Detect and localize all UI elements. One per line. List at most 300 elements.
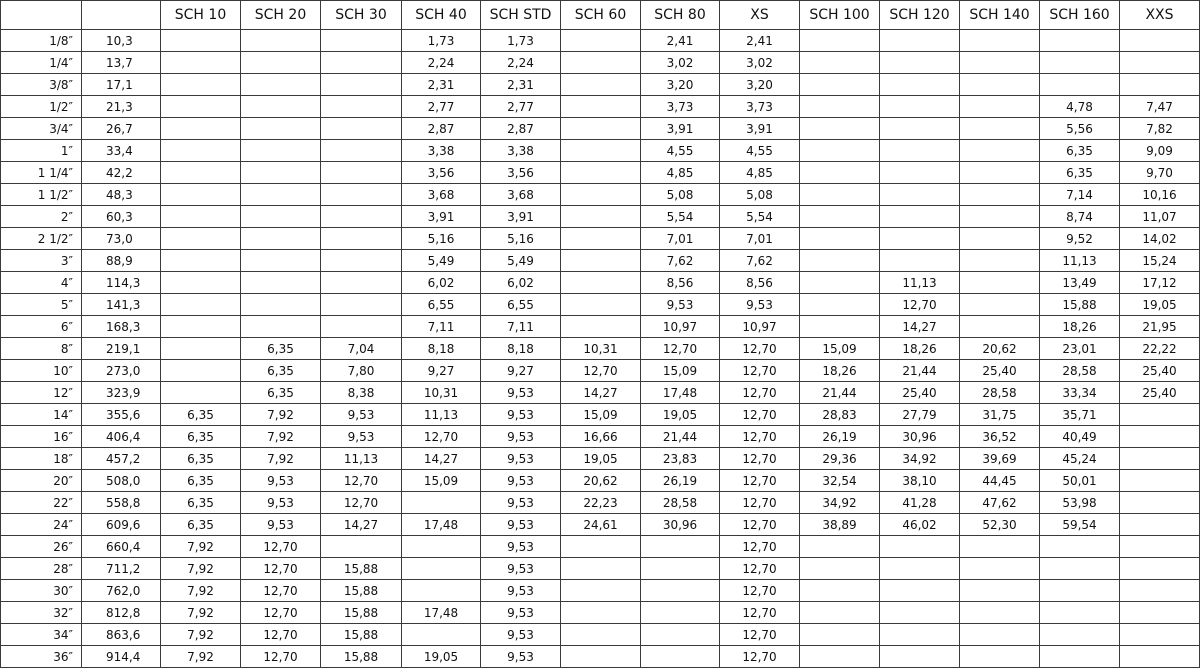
wall-thickness-cell: 3,91 [641, 118, 720, 140]
wall-thickness-cell [800, 140, 880, 162]
wall-thickness-cell: 9,53 [481, 382, 561, 404]
wall-thickness-cell: 9,27 [402, 360, 481, 382]
outside-diameter-cell: 558,8 [82, 492, 161, 514]
wall-thickness-cell: 36,52 [960, 426, 1040, 448]
wall-thickness-cell [402, 624, 481, 646]
wall-thickness-cell: 17,48 [402, 602, 481, 624]
wall-thickness-cell [1040, 30, 1120, 52]
wall-thickness-cell [1120, 404, 1200, 426]
wall-thickness-cell: 9,53 [241, 514, 321, 536]
table-row [1, 602, 1200, 624]
table-row [1, 162, 1200, 184]
wall-thickness-cell [960, 624, 1040, 646]
wall-thickness-cell [321, 206, 402, 228]
outside-diameter-cell: 406,4 [82, 426, 161, 448]
wall-thickness-cell [161, 360, 241, 382]
nominal-size-cell: 20″ [1, 470, 82, 492]
wall-thickness-cell: 3,68 [402, 184, 481, 206]
wall-thickness-cell: 1,73 [402, 30, 481, 52]
table-row [1, 52, 1200, 74]
outside-diameter-cell: 812,8 [82, 602, 161, 624]
wall-thickness-cell: 12,70 [720, 404, 800, 426]
wall-thickness-cell [880, 140, 960, 162]
wall-thickness-cell [241, 272, 321, 294]
wall-thickness-cell [321, 162, 402, 184]
wall-thickness-cell: 3,91 [720, 118, 800, 140]
wall-thickness-cell: 38,89 [800, 514, 880, 536]
wall-thickness-cell: 15,09 [561, 404, 641, 426]
wall-thickness-cell [960, 118, 1040, 140]
column-header: XS [720, 1, 800, 30]
wall-thickness-cell: 7,92 [161, 558, 241, 580]
column-header: SCH 30 [321, 1, 402, 30]
wall-thickness-cell: 7,92 [161, 646, 241, 668]
wall-thickness-cell: 7,62 [641, 250, 720, 272]
wall-thickness-cell: 12,70 [720, 382, 800, 404]
outside-diameter-cell: 273,0 [82, 360, 161, 382]
wall-thickness-cell [960, 294, 1040, 316]
wall-thickness-cell: 11,13 [321, 448, 402, 470]
wall-thickness-cell [241, 250, 321, 272]
wall-thickness-cell: 47,62 [960, 492, 1040, 514]
wall-thickness-cell [561, 250, 641, 272]
wall-thickness-cell [402, 492, 481, 514]
outside-diameter-cell: 48,3 [82, 184, 161, 206]
wall-thickness-cell [241, 30, 321, 52]
wall-thickness-cell [960, 250, 1040, 272]
nominal-size-cell: 8″ [1, 338, 82, 360]
table-row [1, 514, 1200, 536]
wall-thickness-cell: 12,70 [880, 294, 960, 316]
wall-thickness-cell: 4,55 [641, 140, 720, 162]
wall-thickness-cell: 59,54 [1040, 514, 1120, 536]
table-row [1, 470, 1200, 492]
wall-thickness-cell: 14,27 [321, 514, 402, 536]
wall-thickness-cell [1120, 30, 1200, 52]
nominal-size-cell: 26″ [1, 536, 82, 558]
wall-thickness-cell [800, 558, 880, 580]
wall-thickness-cell: 3,02 [641, 52, 720, 74]
nominal-size-cell: 34″ [1, 624, 82, 646]
nominal-size-cell: 24″ [1, 514, 82, 536]
wall-thickness-cell [960, 140, 1040, 162]
wall-thickness-cell: 3,02 [720, 52, 800, 74]
wall-thickness-cell: 16,66 [561, 426, 641, 448]
wall-thickness-cell: 25,40 [960, 360, 1040, 382]
wall-thickness-cell [321, 184, 402, 206]
wall-thickness-cell: 2,87 [481, 118, 561, 140]
wall-thickness-cell: 12,70 [720, 646, 800, 668]
table-body [1, 30, 1200, 668]
wall-thickness-cell [800, 294, 880, 316]
wall-thickness-cell: 12,70 [241, 602, 321, 624]
wall-thickness-cell: 11,07 [1120, 206, 1200, 228]
wall-thickness-cell: 10,97 [641, 316, 720, 338]
wall-thickness-cell: 17,48 [641, 382, 720, 404]
wall-thickness-cell [561, 140, 641, 162]
wall-thickness-cell: 6,35 [161, 426, 241, 448]
wall-thickness-cell: 15,24 [1120, 250, 1200, 272]
wall-thickness-cell: 7,04 [321, 338, 402, 360]
outside-diameter-cell: 508,0 [82, 470, 161, 492]
wall-thickness-cell: 3,56 [481, 162, 561, 184]
wall-thickness-cell [800, 206, 880, 228]
wall-thickness-cell: 6,02 [481, 272, 561, 294]
wall-thickness-cell [161, 52, 241, 74]
outside-diameter-cell: 168,3 [82, 316, 161, 338]
wall-thickness-cell [960, 206, 1040, 228]
wall-thickness-cell: 29,36 [800, 448, 880, 470]
wall-thickness-cell [800, 624, 880, 646]
wall-thickness-cell [880, 52, 960, 74]
wall-thickness-cell [641, 536, 720, 558]
wall-thickness-cell [321, 228, 402, 250]
wall-thickness-cell: 12,70 [561, 360, 641, 382]
wall-thickness-cell [321, 250, 402, 272]
wall-thickness-cell [800, 162, 880, 184]
wall-thickness-cell: 2,41 [720, 30, 800, 52]
wall-thickness-cell [1040, 52, 1120, 74]
wall-thickness-cell: 33,34 [1040, 382, 1120, 404]
column-header: SCH 40 [402, 1, 481, 30]
wall-thickness-cell: 2,31 [402, 74, 481, 96]
wall-thickness-cell [960, 316, 1040, 338]
wall-thickness-cell [321, 96, 402, 118]
wall-thickness-cell [561, 74, 641, 96]
outside-diameter-cell: 141,3 [82, 294, 161, 316]
wall-thickness-cell: 3,73 [641, 96, 720, 118]
wall-thickness-cell: 14,02 [1120, 228, 1200, 250]
wall-thickness-cell: 7,92 [161, 580, 241, 602]
wall-thickness-cell [161, 338, 241, 360]
wall-thickness-cell [321, 536, 402, 558]
wall-thickness-cell: 22,22 [1120, 338, 1200, 360]
wall-thickness-cell: 25,40 [1120, 382, 1200, 404]
nominal-size-cell: 3/4″ [1, 118, 82, 140]
wall-thickness-cell: 12,70 [720, 558, 800, 580]
wall-thickness-cell: 3,56 [402, 162, 481, 184]
wall-thickness-cell: 4,85 [720, 162, 800, 184]
table-row [1, 228, 1200, 250]
outside-diameter-cell: 33,4 [82, 140, 161, 162]
wall-thickness-cell [241, 118, 321, 140]
wall-thickness-cell [800, 74, 880, 96]
column-header: SCH 10 [161, 1, 241, 30]
wall-thickness-cell: 15,09 [402, 470, 481, 492]
table-row [1, 404, 1200, 426]
table-row [1, 338, 1200, 360]
wall-thickness-cell: 12,70 [720, 602, 800, 624]
wall-thickness-cell [641, 580, 720, 602]
wall-thickness-cell [800, 96, 880, 118]
wall-thickness-cell [1120, 426, 1200, 448]
wall-thickness-cell [561, 30, 641, 52]
wall-thickness-cell: 18,26 [880, 338, 960, 360]
wall-thickness-cell: 2,24 [402, 52, 481, 74]
wall-thickness-cell [561, 52, 641, 74]
nominal-size-cell: 10″ [1, 360, 82, 382]
wall-thickness-cell: 15,88 [321, 580, 402, 602]
wall-thickness-cell: 7,47 [1120, 96, 1200, 118]
table-row [1, 580, 1200, 602]
nominal-size-cell: 1/2″ [1, 96, 82, 118]
wall-thickness-cell: 12,70 [720, 624, 800, 646]
wall-thickness-cell: 3,38 [402, 140, 481, 162]
outside-diameter-cell: 42,2 [82, 162, 161, 184]
outside-diameter-cell: 609,6 [82, 514, 161, 536]
wall-thickness-cell [960, 580, 1040, 602]
wall-thickness-cell: 5,56 [1040, 118, 1120, 140]
wall-thickness-cell [1120, 580, 1200, 602]
wall-thickness-cell: 9,53 [481, 470, 561, 492]
wall-thickness-cell [241, 294, 321, 316]
wall-thickness-cell: 15,88 [321, 602, 402, 624]
wall-thickness-cell [161, 382, 241, 404]
header-row [1, 1, 1200, 30]
wall-thickness-cell: 6,35 [1040, 162, 1120, 184]
wall-thickness-cell [960, 272, 1040, 294]
wall-thickness-cell: 21,95 [1120, 316, 1200, 338]
wall-thickness-cell [241, 206, 321, 228]
wall-thickness-cell [880, 580, 960, 602]
wall-thickness-cell: 20,62 [960, 338, 1040, 360]
wall-thickness-cell [960, 558, 1040, 580]
wall-thickness-cell [1040, 536, 1120, 558]
wall-thickness-cell: 28,58 [641, 492, 720, 514]
wall-thickness-cell [1040, 580, 1120, 602]
wall-thickness-cell: 6,35 [161, 492, 241, 514]
table-row [1, 624, 1200, 646]
wall-thickness-cell: 15,09 [800, 338, 880, 360]
wall-thickness-cell: 28,58 [1040, 360, 1120, 382]
wall-thickness-cell [1120, 602, 1200, 624]
wall-thickness-cell [161, 272, 241, 294]
nominal-size-cell: 5″ [1, 294, 82, 316]
wall-thickness-cell [561, 646, 641, 668]
wall-thickness-cell: 13,49 [1040, 272, 1120, 294]
wall-thickness-cell [321, 118, 402, 140]
wall-thickness-cell [1120, 514, 1200, 536]
wall-thickness-cell [161, 162, 241, 184]
wall-thickness-cell: 19,05 [561, 448, 641, 470]
nominal-size-cell: 30″ [1, 580, 82, 602]
wall-thickness-cell: 34,92 [880, 448, 960, 470]
wall-thickness-cell: 6,35 [161, 404, 241, 426]
wall-thickness-cell [561, 580, 641, 602]
wall-thickness-cell [402, 536, 481, 558]
wall-thickness-cell [161, 228, 241, 250]
wall-thickness-cell [161, 140, 241, 162]
wall-thickness-cell [321, 74, 402, 96]
nominal-size-cell: 36″ [1, 646, 82, 668]
wall-thickness-cell: 12,70 [720, 448, 800, 470]
table-row [1, 448, 1200, 470]
wall-thickness-cell [880, 184, 960, 206]
wall-thickness-cell: 28,83 [800, 404, 880, 426]
wall-thickness-cell: 12,70 [720, 470, 800, 492]
wall-thickness-cell [960, 228, 1040, 250]
wall-thickness-cell: 7,11 [481, 316, 561, 338]
wall-thickness-cell: 1,73 [481, 30, 561, 52]
wall-thickness-cell [1120, 448, 1200, 470]
wall-thickness-cell: 5,16 [402, 228, 481, 250]
wall-thickness-cell: 4,85 [641, 162, 720, 184]
wall-thickness-cell: 25,40 [880, 382, 960, 404]
table-row [1, 30, 1200, 52]
wall-thickness-cell: 7,11 [402, 316, 481, 338]
wall-thickness-cell: 3,20 [641, 74, 720, 96]
wall-thickness-cell [241, 316, 321, 338]
wall-thickness-cell [161, 206, 241, 228]
wall-thickness-cell: 6,35 [161, 470, 241, 492]
wall-thickness-cell: 4,55 [720, 140, 800, 162]
wall-thickness-cell [880, 646, 960, 668]
wall-thickness-cell: 3,91 [481, 206, 561, 228]
wall-thickness-cell [880, 30, 960, 52]
column-header: SCH 120 [880, 1, 960, 30]
wall-thickness-cell: 30,96 [880, 426, 960, 448]
wall-thickness-cell: 9,09 [1120, 140, 1200, 162]
wall-thickness-cell [1120, 558, 1200, 580]
wall-thickness-cell: 12,70 [720, 580, 800, 602]
wall-thickness-cell: 9,53 [720, 294, 800, 316]
wall-thickness-cell: 9,53 [241, 470, 321, 492]
wall-thickness-cell: 3,38 [481, 140, 561, 162]
wall-thickness-cell: 21,44 [880, 360, 960, 382]
wall-thickness-cell: 26,19 [641, 470, 720, 492]
wall-thickness-cell: 12,70 [241, 646, 321, 668]
wall-thickness-cell: 7,92 [161, 624, 241, 646]
nominal-size-cell: 28″ [1, 558, 82, 580]
wall-thickness-cell: 6,35 [241, 382, 321, 404]
outside-diameter-cell: 17,1 [82, 74, 161, 96]
nominal-size-cell: 22″ [1, 492, 82, 514]
wall-thickness-cell [800, 250, 880, 272]
wall-thickness-cell: 9,53 [481, 448, 561, 470]
wall-thickness-cell: 7,92 [241, 404, 321, 426]
wall-thickness-cell [1040, 646, 1120, 668]
wall-thickness-cell: 22,23 [561, 492, 641, 514]
wall-thickness-cell [161, 96, 241, 118]
wall-thickness-cell [321, 272, 402, 294]
outside-diameter-cell: 660,4 [82, 536, 161, 558]
nominal-size-cell: 1″ [1, 140, 82, 162]
wall-thickness-cell [960, 646, 1040, 668]
column-header [1, 1, 82, 30]
wall-thickness-cell: 12,70 [402, 426, 481, 448]
wall-thickness-cell [241, 162, 321, 184]
wall-thickness-cell: 5,54 [720, 206, 800, 228]
wall-thickness-cell: 15,88 [321, 558, 402, 580]
wall-thickness-cell [561, 316, 641, 338]
wall-thickness-cell [241, 96, 321, 118]
wall-thickness-cell: 52,30 [960, 514, 1040, 536]
nominal-size-cell: 3/8″ [1, 74, 82, 96]
table-row [1, 426, 1200, 448]
wall-thickness-cell: 7,14 [1040, 184, 1120, 206]
wall-thickness-cell: 10,31 [561, 338, 641, 360]
wall-thickness-cell: 6,35 [161, 514, 241, 536]
wall-thickness-cell [561, 536, 641, 558]
table-header [1, 1, 1200, 30]
wall-thickness-cell [561, 602, 641, 624]
outside-diameter-cell: 863,6 [82, 624, 161, 646]
wall-thickness-cell: 50,01 [1040, 470, 1120, 492]
wall-thickness-cell [241, 228, 321, 250]
wall-thickness-cell: 20,62 [561, 470, 641, 492]
wall-thickness-cell: 14,27 [402, 448, 481, 470]
wall-thickness-cell: 12,70 [241, 580, 321, 602]
nominal-size-cell: 3″ [1, 250, 82, 272]
wall-thickness-cell [1120, 470, 1200, 492]
wall-thickness-cell: 6,55 [402, 294, 481, 316]
wall-thickness-cell: 8,74 [1040, 206, 1120, 228]
nominal-size-cell: 6″ [1, 316, 82, 338]
nominal-size-cell: 1 1/2″ [1, 184, 82, 206]
wall-thickness-cell [561, 624, 641, 646]
column-header: XXS [1120, 1, 1200, 30]
wall-thickness-cell [1040, 74, 1120, 96]
outside-diameter-cell: 762,0 [82, 580, 161, 602]
wall-thickness-cell [321, 52, 402, 74]
wall-thickness-cell: 10,31 [402, 382, 481, 404]
wall-thickness-cell [561, 272, 641, 294]
column-header: SCH 80 [641, 1, 720, 30]
outside-diameter-cell: 914,4 [82, 646, 161, 668]
wall-thickness-cell: 10,97 [720, 316, 800, 338]
wall-thickness-cell: 7,92 [161, 536, 241, 558]
wall-thickness-cell: 7,01 [720, 228, 800, 250]
wall-thickness-cell: 18,26 [1040, 316, 1120, 338]
outside-diameter-cell: 73,0 [82, 228, 161, 250]
wall-thickness-cell: 5,08 [641, 184, 720, 206]
wall-thickness-cell [800, 272, 880, 294]
outside-diameter-cell: 60,3 [82, 206, 161, 228]
wall-thickness-cell [321, 294, 402, 316]
wall-thickness-cell: 6,35 [1040, 140, 1120, 162]
wall-thickness-cell: 2,77 [402, 96, 481, 118]
table-row [1, 492, 1200, 514]
table-row [1, 646, 1200, 668]
table-row [1, 118, 1200, 140]
wall-thickness-cell: 9,53 [481, 646, 561, 668]
wall-thickness-cell [880, 558, 960, 580]
column-header: SCH 140 [960, 1, 1040, 30]
wall-thickness-cell [241, 52, 321, 74]
nominal-size-cell: 14″ [1, 404, 82, 426]
wall-thickness-cell: 24,61 [561, 514, 641, 536]
wall-thickness-cell: 12,70 [720, 492, 800, 514]
wall-thickness-cell: 23,01 [1040, 338, 1120, 360]
wall-thickness-cell: 3,91 [402, 206, 481, 228]
wall-thickness-cell [800, 184, 880, 206]
wall-thickness-cell: 7,01 [641, 228, 720, 250]
wall-thickness-cell [402, 558, 481, 580]
wall-thickness-cell [1120, 74, 1200, 96]
wall-thickness-cell: 9,53 [641, 294, 720, 316]
wall-thickness-cell: 12,70 [321, 470, 402, 492]
wall-thickness-cell: 7,92 [161, 602, 241, 624]
wall-thickness-cell [960, 184, 1040, 206]
wall-thickness-cell [1120, 646, 1200, 668]
table-row [1, 316, 1200, 338]
wall-thickness-cell [880, 96, 960, 118]
wall-thickness-cell: 45,24 [1040, 448, 1120, 470]
nominal-size-cell: 18″ [1, 448, 82, 470]
wall-thickness-cell: 12,70 [641, 338, 720, 360]
wall-thickness-cell [561, 294, 641, 316]
outside-diameter-cell: 457,2 [82, 448, 161, 470]
